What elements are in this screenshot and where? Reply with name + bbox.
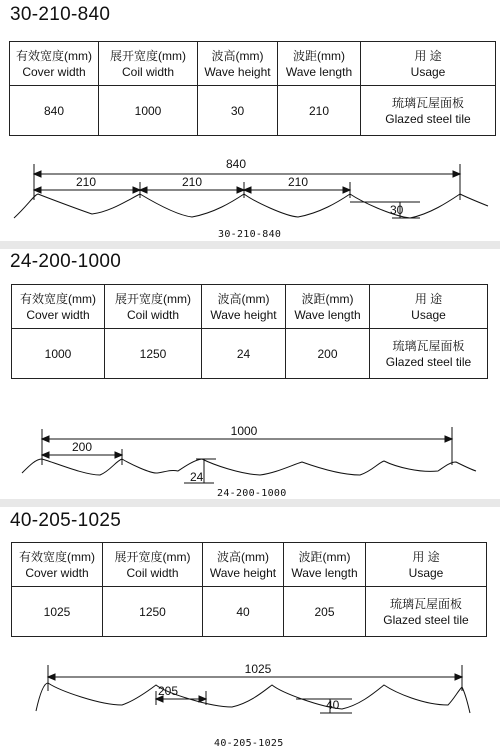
wave-length-value: 200 (286, 329, 370, 379)
height-dimension-label: 40 (326, 698, 340, 712)
profile-title: 40-205-1025 (10, 510, 122, 531)
coil-width-value: 1250 (105, 329, 202, 379)
header-cover-width: 有效宽度(mm) Cover width (12, 285, 105, 329)
header-cover-width: 有效宽度(mm) Cover width (10, 42, 99, 86)
wave-profile-line (22, 459, 476, 475)
diagram-caption: 24-200-1000 (217, 488, 287, 499)
pitch-dimension-label: 200 (71, 440, 93, 454)
header-wave-length: 波距(mm) Wave length (286, 285, 370, 329)
header-wave-height: 波高(mm) Wave height (198, 42, 278, 86)
header-wave-length: 波距(mm) Wave length (284, 543, 366, 587)
header-usage: 用 途 Usage (366, 543, 487, 587)
usage-value: 琉璃瓦屋面板 Glazed steel tile (361, 86, 496, 136)
wave-height-value: 40 (203, 587, 284, 637)
spec-table (9, 41, 496, 136)
spec-table (11, 542, 487, 637)
wave-profile-line (36, 683, 470, 713)
header-wave-height: 波高(mm) Wave height (202, 285, 286, 329)
wave-length-value: 210 (278, 86, 361, 136)
pitch-dimension-label: 205 (157, 684, 179, 698)
header-coil-width: 展开宽度(mm) Coil width (103, 543, 203, 587)
wave-length-value: 205 (284, 587, 366, 637)
profile-section-3 (0, 507, 500, 754)
profile-diagram (0, 657, 500, 747)
header-coil-width: 展开宽度(mm) Coil width (105, 285, 202, 329)
height-dimension-label: 30 (390, 203, 404, 217)
spec-table (11, 284, 488, 379)
diagram-caption: 40-205-1025 (214, 738, 284, 749)
usage-value: 琉璃瓦屋面板 Glazed steel tile (366, 587, 487, 637)
profile-section-1 (0, 0, 500, 243)
coil-width-value: 1000 (99, 86, 198, 136)
wave-profile-line (14, 194, 488, 218)
section-divider (0, 241, 500, 249)
pitch-dimension-label: 210 (75, 175, 97, 189)
total-dimension-label: 840 (225, 157, 247, 171)
coil-width-value: 1250 (103, 587, 203, 637)
total-dimension-label: 1025 (244, 662, 272, 676)
header-wave-length: 波距(mm) Wave length (278, 42, 361, 86)
profile-diagram (0, 150, 500, 240)
header-cover-width: 有效宽度(mm) Cover width (12, 543, 103, 587)
header-wave-height: 波高(mm) Wave height (203, 543, 284, 587)
cover-width-value: 1025 (12, 587, 103, 637)
profile-section-2 (0, 249, 500, 500)
usage-value: 琉璃瓦屋面板 Glazed steel tile (370, 329, 488, 379)
header-usage: 用 途 Usage (370, 285, 488, 329)
cover-width-value: 840 (10, 86, 99, 136)
pitch-dimension-label: 210 (287, 175, 309, 189)
header-coil-width: 展开宽度(mm) Coil width (99, 42, 198, 86)
wave-height-value: 30 (198, 86, 278, 136)
cover-width-value: 1000 (12, 329, 105, 379)
section-divider (0, 499, 500, 507)
wave-height-value: 24 (202, 329, 286, 379)
diagram-caption: 30-210-840 (218, 229, 282, 240)
pitch-dimension-label: 210 (181, 175, 203, 189)
height-dimension-label: 24 (190, 470, 204, 484)
profile-title: 24-200-1000 (10, 251, 122, 272)
total-dimension-label: 1000 (230, 424, 258, 438)
header-usage: 用 途 Usage (361, 42, 496, 86)
profile-title: 30-210-840 (10, 4, 111, 25)
